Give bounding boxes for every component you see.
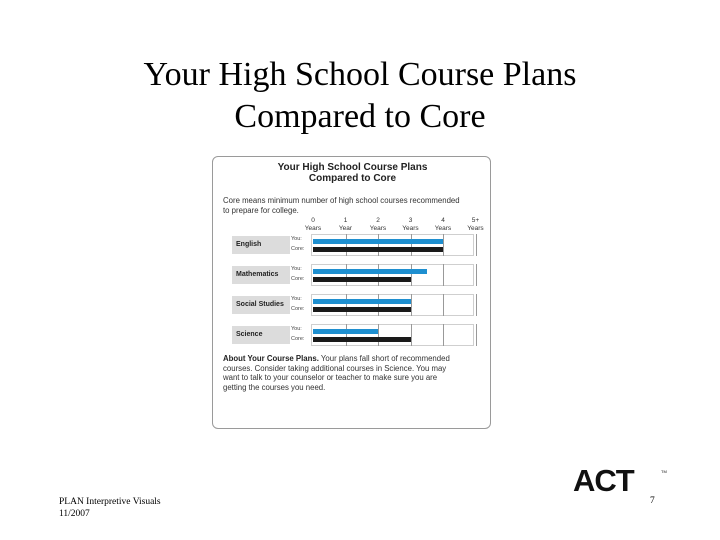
subject-label-social-studies: Social Studies (232, 296, 290, 314)
act-logo-text: ACT (573, 464, 634, 494)
series-labels (291, 326, 304, 342)
subject-label-mathematics: Mathematics (232, 266, 290, 284)
series-label-core: Core: (291, 246, 305, 252)
about-line-1: Your plans fall short of recommended (318, 354, 450, 363)
series-label-you: You: (291, 326, 302, 332)
bar-you-social-studies (313, 299, 411, 304)
bar-you-science (313, 329, 378, 334)
note-line-1: Core means minimum number of high school courses recommended (223, 196, 460, 205)
series-labels (291, 236, 304, 252)
subject-label-science: Science (232, 326, 290, 344)
gridline (378, 264, 379, 286)
gridline (476, 294, 477, 316)
gridline (476, 234, 477, 256)
about-course-plans (223, 354, 485, 392)
note-line-2: to prepare for college. (223, 205, 299, 215)
about-heading: About Your Course Plans. (223, 354, 319, 363)
about-line-4: getting the courses you need. (223, 382, 326, 392)
bar-you-english (313, 239, 443, 244)
tick-number: 3 (408, 217, 413, 224)
series-labels (291, 266, 304, 282)
bar-core-science (313, 337, 411, 342)
tick-number: 4 (441, 217, 445, 224)
row-frame (311, 234, 474, 256)
card-title (213, 162, 492, 184)
slide-title-line-2: Compared to Core (234, 98, 486, 135)
act-logo (573, 464, 669, 494)
gridline (443, 264, 444, 286)
gridline (443, 294, 444, 316)
about-line-2: courses. Consider taking additional courses in Science. You may (223, 363, 447, 373)
gridline (411, 264, 412, 286)
bar-core-social-studies (313, 307, 411, 312)
gridline (346, 234, 347, 256)
act-logo-tm: TM (661, 469, 667, 474)
gridline (443, 234, 444, 256)
gridline (411, 324, 412, 346)
axis-tick-2 (363, 217, 393, 232)
footer-line-1: PLAN Interpretive Visuals (59, 497, 161, 507)
series-label-core: Core: (291, 306, 305, 312)
gridline (411, 234, 412, 256)
row-frame (311, 264, 474, 286)
bar-core-mathematics (313, 277, 411, 282)
slide-title (60, 54, 660, 138)
series-label-you: You: (291, 266, 302, 272)
row-frame (311, 294, 474, 316)
series-label-you: You: (291, 296, 302, 302)
gridline (411, 294, 412, 316)
course-plans-card (212, 156, 491, 429)
card-title-line-1: Your High School Course Plans (277, 162, 428, 173)
series-label-core: Core: (291, 336, 305, 342)
axis-tick-0 (298, 217, 328, 232)
series-label-core: Core: (291, 276, 305, 282)
axis-tick-1 (331, 217, 361, 232)
tick-number: 0 (311, 217, 315, 224)
row-frame (311, 324, 474, 346)
tick-number: 1 (343, 217, 348, 224)
footer-caption (59, 496, 161, 520)
slide-title-line-1: Your High School Course Plans (143, 56, 577, 93)
tick-unit: Year (338, 224, 353, 232)
tick-unit: Years (369, 224, 387, 232)
gridline (378, 324, 379, 346)
footer-line-2: 11/2007 (59, 509, 90, 519)
subject-label-english: English (232, 236, 290, 254)
series-labels (291, 296, 304, 312)
gridline (346, 324, 347, 346)
tick-unit: Years (402, 224, 419, 232)
axis-tick-4 (428, 217, 458, 232)
gridline (346, 294, 347, 316)
tick-unit: Years (467, 224, 484, 232)
card-title-line-2: Compared to Core (308, 173, 397, 184)
gridline (476, 264, 477, 286)
tick-unit: Years (304, 224, 322, 232)
core-definition-note (223, 196, 485, 215)
tick-number: 2 (376, 217, 380, 224)
gridline (378, 294, 379, 316)
gridline (378, 234, 379, 256)
series-label-you: You: (291, 236, 302, 242)
tick-number: 5+ (471, 217, 480, 224)
axis-tick-3 (396, 217, 426, 232)
about-line-3: want to talk to your counselor or teacher to make sure you are (223, 373, 438, 382)
gridline (476, 324, 477, 346)
page-number: 7 (650, 496, 655, 506)
gridline (346, 264, 347, 286)
bar-you-mathematics (313, 269, 427, 274)
gridline (443, 324, 444, 346)
axis-tick-5 (461, 217, 491, 232)
bar-core-english (313, 247, 443, 252)
tick-unit: Years (434, 224, 452, 232)
